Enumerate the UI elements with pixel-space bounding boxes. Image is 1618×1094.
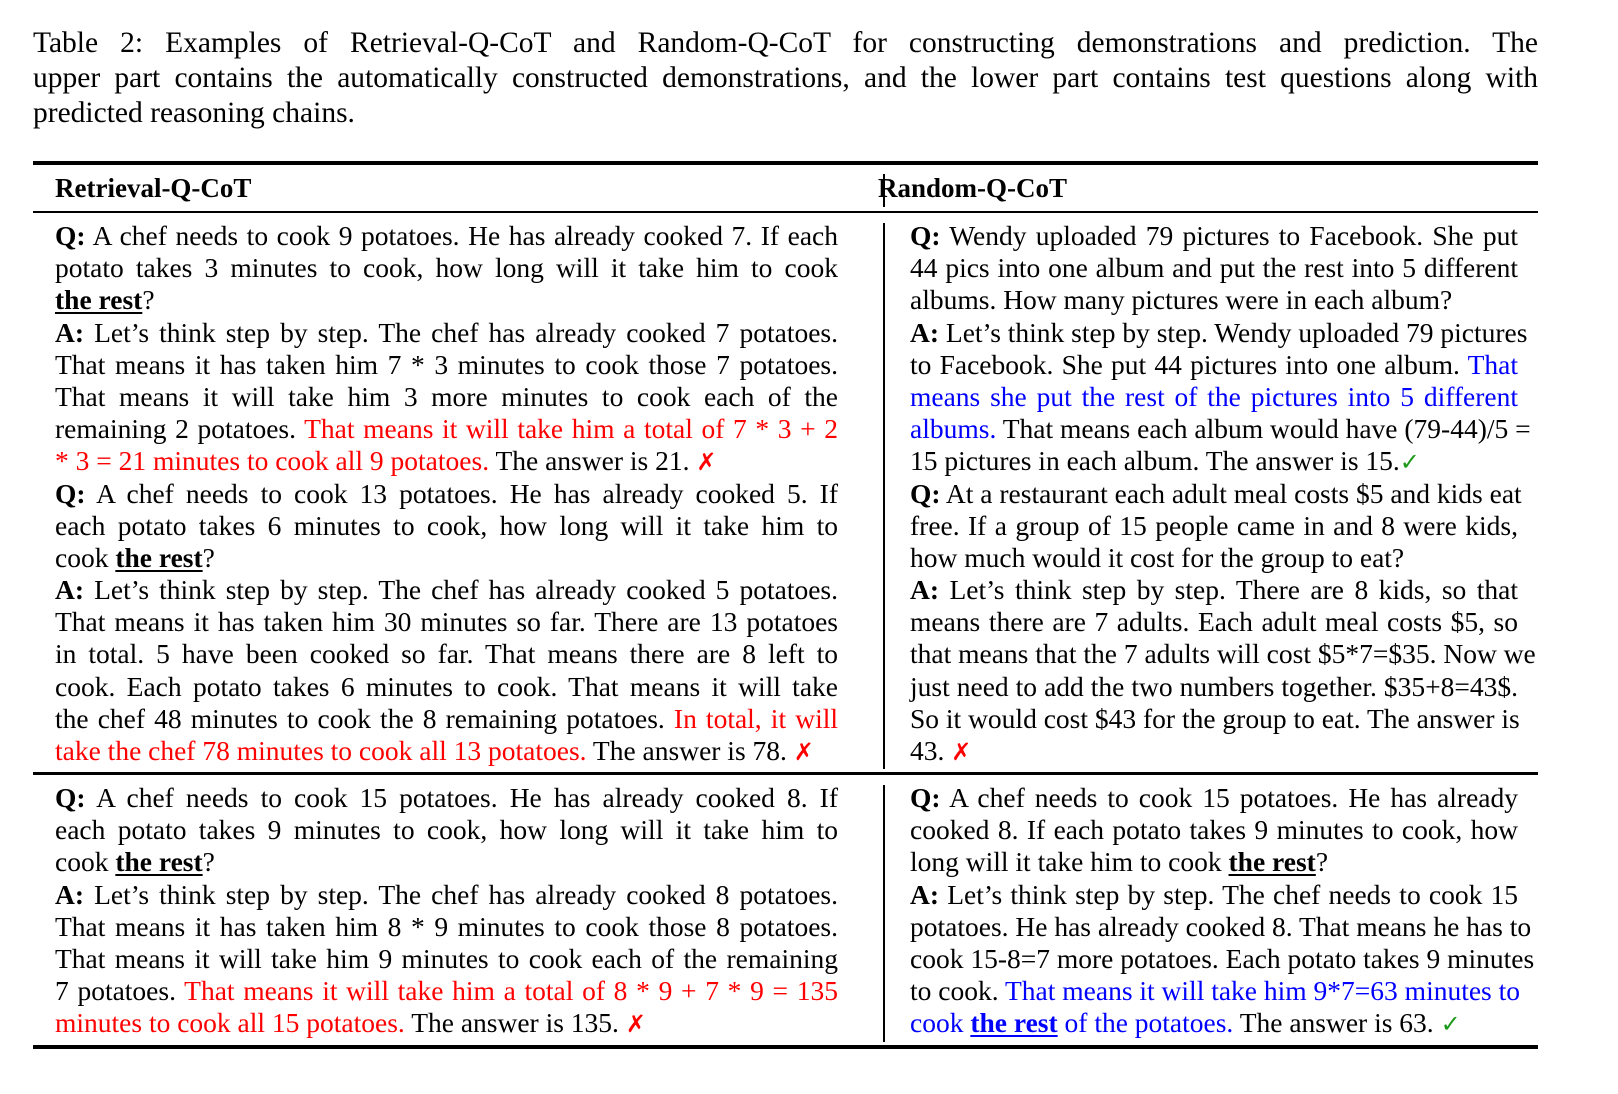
- wrong-reasoning: That means it will take him a total of 7 * 3 + 2: [304, 413, 838, 445]
- wrong-reasoning: In total, it will: [673, 702, 838, 734]
- text-line: [55, 574, 838, 606]
- a-label: A:: [55, 574, 85, 606]
- text-line: [910, 316, 1528, 349]
- text-line: to cook.: [910, 975, 999, 1007]
- header-retrieval-q-cot: Retrieval-Q-CoT: [55, 173, 252, 203]
- caption-line: upper part contains the automatically constructed demonstrations, and the lower part contains test questions along with: [33, 62, 1538, 94]
- text-line: just need to add the two numbers together. $35+8=43$.: [910, 670, 1518, 702]
- q-label: Q:: [55, 477, 86, 509]
- a-label: A:: [910, 574, 940, 606]
- text-line: cook 15-8=7 more potatoes. Each potato takes 9 minutes: [910, 942, 1535, 974]
- wrong-x-icon: ✗: [951, 738, 972, 766]
- emphasis-the-rest: the rest: [55, 284, 143, 316]
- text-line: [910, 846, 1518, 878]
- text-line: cook: [55, 846, 109, 878]
- table-mid-rule: [33, 772, 1538, 775]
- upper-left-cell: [55, 220, 838, 767]
- text-line: Let’s think step by step. The chef has already cooked 7 potatoes.: [94, 316, 839, 348]
- text-line: [55, 735, 838, 767]
- text-line: potato takes 3 minutes to cook, how long will it take him to cook: [55, 252, 838, 284]
- table-header-rule: [33, 211, 1538, 213]
- caption-line: Table 2: Examples of Retrieval-Q-CoT and Random-Q-CoT for constructing demonstrations and prediction. The: [33, 27, 1538, 59]
- text-line: Let’s think step by step. Wendy uploaded 79 pictures: [945, 316, 1528, 348]
- a-label: A:: [910, 878, 940, 910]
- text-line: cook. Each potato takes 6 minutes to cook. That means it will take: [55, 670, 838, 702]
- text-line: A chef needs to cook 13 potatoes. He has already cooked 5. If: [96, 477, 838, 509]
- upper-right-cell: [910, 220, 1536, 767]
- correct-reasoning: of the potatoes.: [1064, 1007, 1234, 1039]
- text-line: [55, 879, 838, 911]
- text-line: [55, 542, 838, 574]
- wrong-x-icon: ✗: [625, 1010, 646, 1039]
- q-label: Q:: [910, 220, 941, 251]
- text-line: [910, 349, 1518, 381]
- text-line: At a restaurant each adult meal costs $5 and kids eat: [945, 477, 1522, 509]
- text-line: The answer is 135.: [411, 1007, 619, 1039]
- text-line: ?: [142, 284, 155, 316]
- text-line: in total. 5 have been cooked so far. That means there are 8 left to: [55, 638, 838, 670]
- text-line: cooked 8. If each potato takes 9 minutes to cook, how: [910, 814, 1518, 846]
- wrong-reasoning: minutes to cook all 15 potatoes.: [55, 1007, 405, 1039]
- emphasis-the-rest: the rest: [1228, 846, 1316, 878]
- text-line: [910, 735, 1518, 767]
- table-bottom-rule: [33, 1045, 1538, 1049]
- column-divider: [883, 223, 885, 769]
- text-line: That means it has taken him 7 * 3 minutes to cook those 7 potatoes.: [55, 348, 838, 380]
- text-line: A chef needs to cook 9 potatoes. He has already cooked 7. If each: [92, 220, 839, 251]
- text-line: [55, 846, 838, 878]
- q-label: Q:: [55, 782, 86, 813]
- text-line: That means each album would have (79-44)/5 =: [1002, 413, 1531, 445]
- text-line: That means it will take him 3 more minutes to cook each of the: [55, 380, 838, 412]
- text-line: [910, 477, 1522, 510]
- text-line: The answer is 21.: [495, 445, 690, 477]
- caption-line: predicted reasoning chains.: [33, 97, 355, 129]
- text-line: A chef needs to cook 15 potatoes. He has already: [949, 782, 1518, 813]
- wrong-reasoning: * 3 = 21 minutes to cook all 9 potatoes.: [55, 445, 490, 477]
- check-icon: ✓: [1399, 448, 1420, 477]
- text-line: free. If a group of 15 people came in and 8 were kids,: [910, 509, 1518, 541]
- emphasis-the-rest: the rest: [115, 541, 203, 573]
- text-line: That means it will take him 9 minutes to cook each of the remaining: [55, 942, 838, 974]
- text-line: 15 pictures in each album. The answer is 15.: [910, 445, 1400, 477]
- wrong-x-icon: ✗: [793, 738, 814, 766]
- q-label: Q:: [910, 477, 941, 509]
- text-line: ?: [202, 846, 215, 878]
- header-random-q-cot: Random-Q-CoT: [878, 173, 1068, 203]
- text-line: Wendy uploaded 79 pictures to Facebook. She put: [949, 220, 1518, 251]
- text-line: [910, 782, 1518, 814]
- text-line: A chef needs to cook 15 potatoes. He has already cooked 8. If: [96, 782, 838, 813]
- text-line: cook: [55, 541, 109, 573]
- text-line: [55, 975, 838, 1007]
- text-line: [910, 413, 1531, 445]
- wrong-reasoning: That means it will take him a total of 8 * 9 + 7 * 9 = 135: [184, 975, 838, 1007]
- check-icon: ✓: [1440, 1010, 1461, 1039]
- wrong-x-icon: ✗: [696, 448, 717, 477]
- text-line: Let’s think step by step. The chef has already cooked 5 potatoes.: [94, 574, 839, 606]
- text-line: [55, 703, 838, 735]
- text-line: Let’s think step by step. There are 8 kids, so that: [949, 574, 1518, 606]
- text-line: Let’s think step by step. The chef has already cooked 8 potatoes.: [94, 878, 839, 910]
- column-divider: [883, 785, 885, 1042]
- correct-reasoning: That: [1467, 348, 1518, 380]
- text-line: [910, 445, 1518, 477]
- text-line: [55, 1007, 838, 1039]
- text-line: potatoes. He has already cooked 8. That means he has to: [910, 910, 1532, 942]
- emphasis-the-rest: the rest: [115, 846, 203, 878]
- correct-reasoning: That means it will take him 9*7=63 minutes to: [1005, 975, 1521, 1007]
- text-line: 43.: [910, 735, 945, 766]
- text-line: that means that the 7 adults will cost $5*7=$35. Now we: [910, 638, 1536, 670]
- text-line: Let’s think step by step. The chef needs to cook 15: [947, 878, 1519, 910]
- text-line: The answer is 78.: [592, 735, 787, 766]
- text-line: long will it take him to cook: [910, 846, 1222, 878]
- a-label: A:: [55, 878, 85, 910]
- text-line: [910, 879, 1518, 911]
- text-line: each potato takes 6 minutes to cook, how long will it take him to: [55, 509, 838, 541]
- text-line: [910, 574, 1518, 606]
- text-line: to Facebook. She put 44 pictures into one album.: [910, 348, 1460, 380]
- text-line: That means it has taken him 8 * 9 minutes to cook those 8 potatoes.: [55, 910, 838, 942]
- text-line: [55, 445, 838, 477]
- text-line: [55, 317, 838, 349]
- text-line: [55, 413, 838, 445]
- text-line: [55, 478, 838, 510]
- text-line: [910, 975, 1521, 1007]
- text-line: [910, 220, 1518, 252]
- table-caption: [33, 26, 1538, 131]
- text-line: The answer is 63.: [1239, 1007, 1434, 1039]
- text-line: remaining 2 potatoes.: [55, 413, 296, 445]
- text-line: [55, 782, 838, 814]
- lower-right-cell: [910, 782, 1535, 1040]
- a-label: A:: [55, 316, 85, 348]
- text-line: That means it has taken him 30 minutes so far. There are 13 potatoes: [55, 606, 838, 638]
- correct-reasoning: albums.: [910, 413, 997, 445]
- a-label: A:: [910, 316, 940, 348]
- text-line: [55, 220, 838, 252]
- correct-reasoning: means she put the rest of the pictures into 5 different: [910, 380, 1518, 412]
- text-line: ?: [1315, 846, 1329, 878]
- text-line: So it would cost $43 for the group to eat. The answer is: [910, 702, 1520, 734]
- table-top-rule: [33, 161, 1538, 165]
- lower-left-cell: [55, 782, 838, 1040]
- text-line: the chef 48 minutes to cook the 8 remaining potatoes.: [55, 702, 665, 734]
- text-line: means there are 7 adults. Each adult meal costs $5, so: [910, 606, 1518, 638]
- emphasis-the-rest: the rest: [970, 1007, 1058, 1039]
- q-label: Q:: [910, 782, 941, 813]
- text-line: [55, 284, 838, 316]
- q-label: Q:: [55, 220, 86, 251]
- wrong-reasoning: take the chef 78 minutes to cook all 13 potatoes.: [55, 735, 587, 766]
- text-line: [910, 1007, 1518, 1039]
- text-line: albums. How many pictures were in each album?: [910, 284, 1453, 316]
- text-line: 7 potatoes.: [55, 975, 176, 1007]
- text-line: how much would it cost for the group to eat?: [910, 541, 1405, 573]
- text-line: 44 pics into one album and put the rest into 5 different: [910, 252, 1518, 284]
- text-line: each potato takes 9 minutes to cook, how long will it take him to: [55, 814, 838, 846]
- text-line: ?: [202, 541, 215, 573]
- correct-reasoning: cook: [910, 1007, 964, 1039]
